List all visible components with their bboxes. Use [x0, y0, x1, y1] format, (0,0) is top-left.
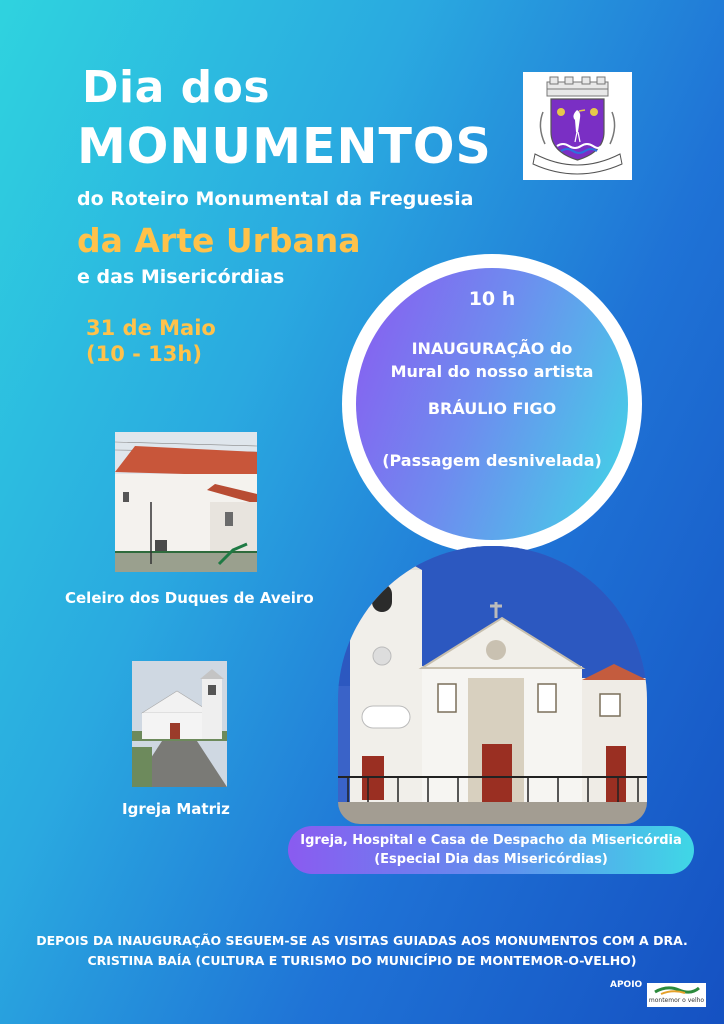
title-line-2: MONUMENTOS: [77, 118, 492, 175]
event-time: 10 h: [468, 288, 516, 310]
photo-misericordia: [338, 546, 647, 824]
title-line-5: e das Misericórdias: [77, 266, 285, 288]
title-line-1: Dia dos: [82, 62, 271, 113]
footer-line-2: CRISTINA BAÍA (CULTURA E TURISMO DO MUNICÍPIO DE MONTEMOR-O-VELHO): [87, 953, 637, 968]
event-artist: BRÁULIO FIGO: [427, 399, 557, 418]
title-line-4: da Arte Urbana: [77, 221, 361, 260]
caption-misericordia: [288, 826, 694, 874]
footer-line-1: DEPOIS DA INAUGURAÇÃO SEGUEM-SE AS VISITAS GUIADAS AOS MONUMENTOS COM A DRA.: [36, 933, 688, 948]
event-day: 31 de Maio: [86, 316, 216, 340]
footer-text: [20, 931, 704, 971]
title-line-3: do Roteiro Monumental da Freguesia: [77, 188, 474, 210]
event-location: (Passagem desnivelada): [382, 451, 602, 470]
montemor-logo-text: montemor o velho: [648, 997, 705, 1004]
event-line-2: Mural do nosso artista: [390, 362, 594, 381]
photo-celeiro: [115, 432, 257, 572]
caption-igreja-matriz: Igreja Matriz: [122, 800, 230, 818]
caption-misericordia-subtitle: (Especial Dia das Misericórdias): [374, 852, 608, 867]
coat-of-arms-logo: [523, 72, 632, 180]
event-hours: (10 - 13h): [86, 342, 202, 366]
caption-celeiro: Celeiro dos Duques de Aveiro: [65, 589, 314, 607]
event-circle: [356, 268, 628, 540]
event-line-1: INAUGURAÇÃO do: [411, 339, 573, 358]
caption-misericordia-title: Igreja, Hospital e Casa de Despacho da Misericórdia: [300, 833, 682, 848]
support-label: APOIO: [610, 980, 643, 990]
event-date: [86, 315, 216, 367]
photo-igreja-matriz: [132, 661, 227, 787]
montemor-logo: [647, 983, 706, 1007]
